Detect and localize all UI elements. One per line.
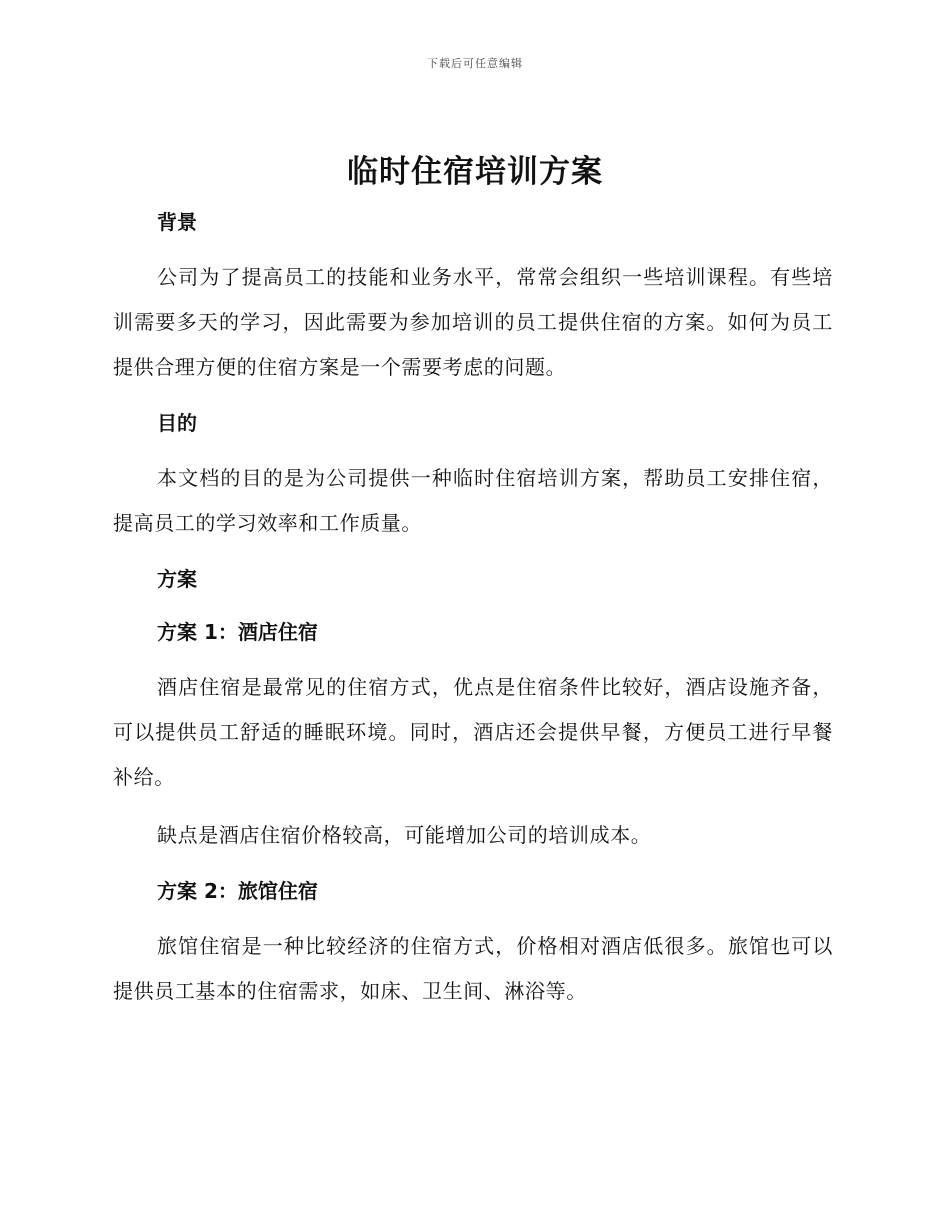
section-heading-plan: 方案 bbox=[157, 567, 197, 591]
paragraph-hotel-cons: 缺点是酒店住宿价格较高，可能增加公司的培训成本。 bbox=[157, 823, 652, 847]
paragraph-hotel-pros: 酒店住宿是最常见的住宿方式，优点是住宿条件比较好，酒店设施齐备，可以提供员工舒适的睡眠环境。同时，酒店还会提供早餐，方便员工进行早餐补给。 bbox=[113, 675, 833, 789]
section-heading-purpose: 目的 bbox=[157, 411, 197, 435]
page-header: 下载后可任意编辑 bbox=[427, 57, 523, 70]
paragraph-background: 公司为了提高员工的技能和业务水平，常常会组织一些培训课程。有些培训需要多天的学习，因此需要为参加培训的员工提供住宿的方案。如何为员工提供合理方便的住宿方案是一个需要考虑的问题。 bbox=[113, 265, 833, 379]
section-heading-background: 背景 bbox=[157, 210, 197, 234]
paragraph-purpose: 本文档的目的是为公司提供一种临时住宿培训方案，帮助员工安排住宿，提高员工的学习效率和工作质量。 bbox=[113, 466, 833, 535]
document-body bbox=[113, 202, 833, 1014]
document-title: 临时住宿培训方案 bbox=[347, 154, 603, 190]
subsection-heading-inn: 方案 2：旅馆住宿 bbox=[157, 879, 318, 903]
paragraph-inn: 旅馆住宿是一种比较经济的住宿方式，价格相对酒店低很多。旅馆也可以提供员工基本的住宿需求，如床、卫生间、淋浴等。 bbox=[113, 934, 833, 1003]
subsection-heading-hotel: 方案 1：酒店住宿 bbox=[157, 620, 318, 644]
